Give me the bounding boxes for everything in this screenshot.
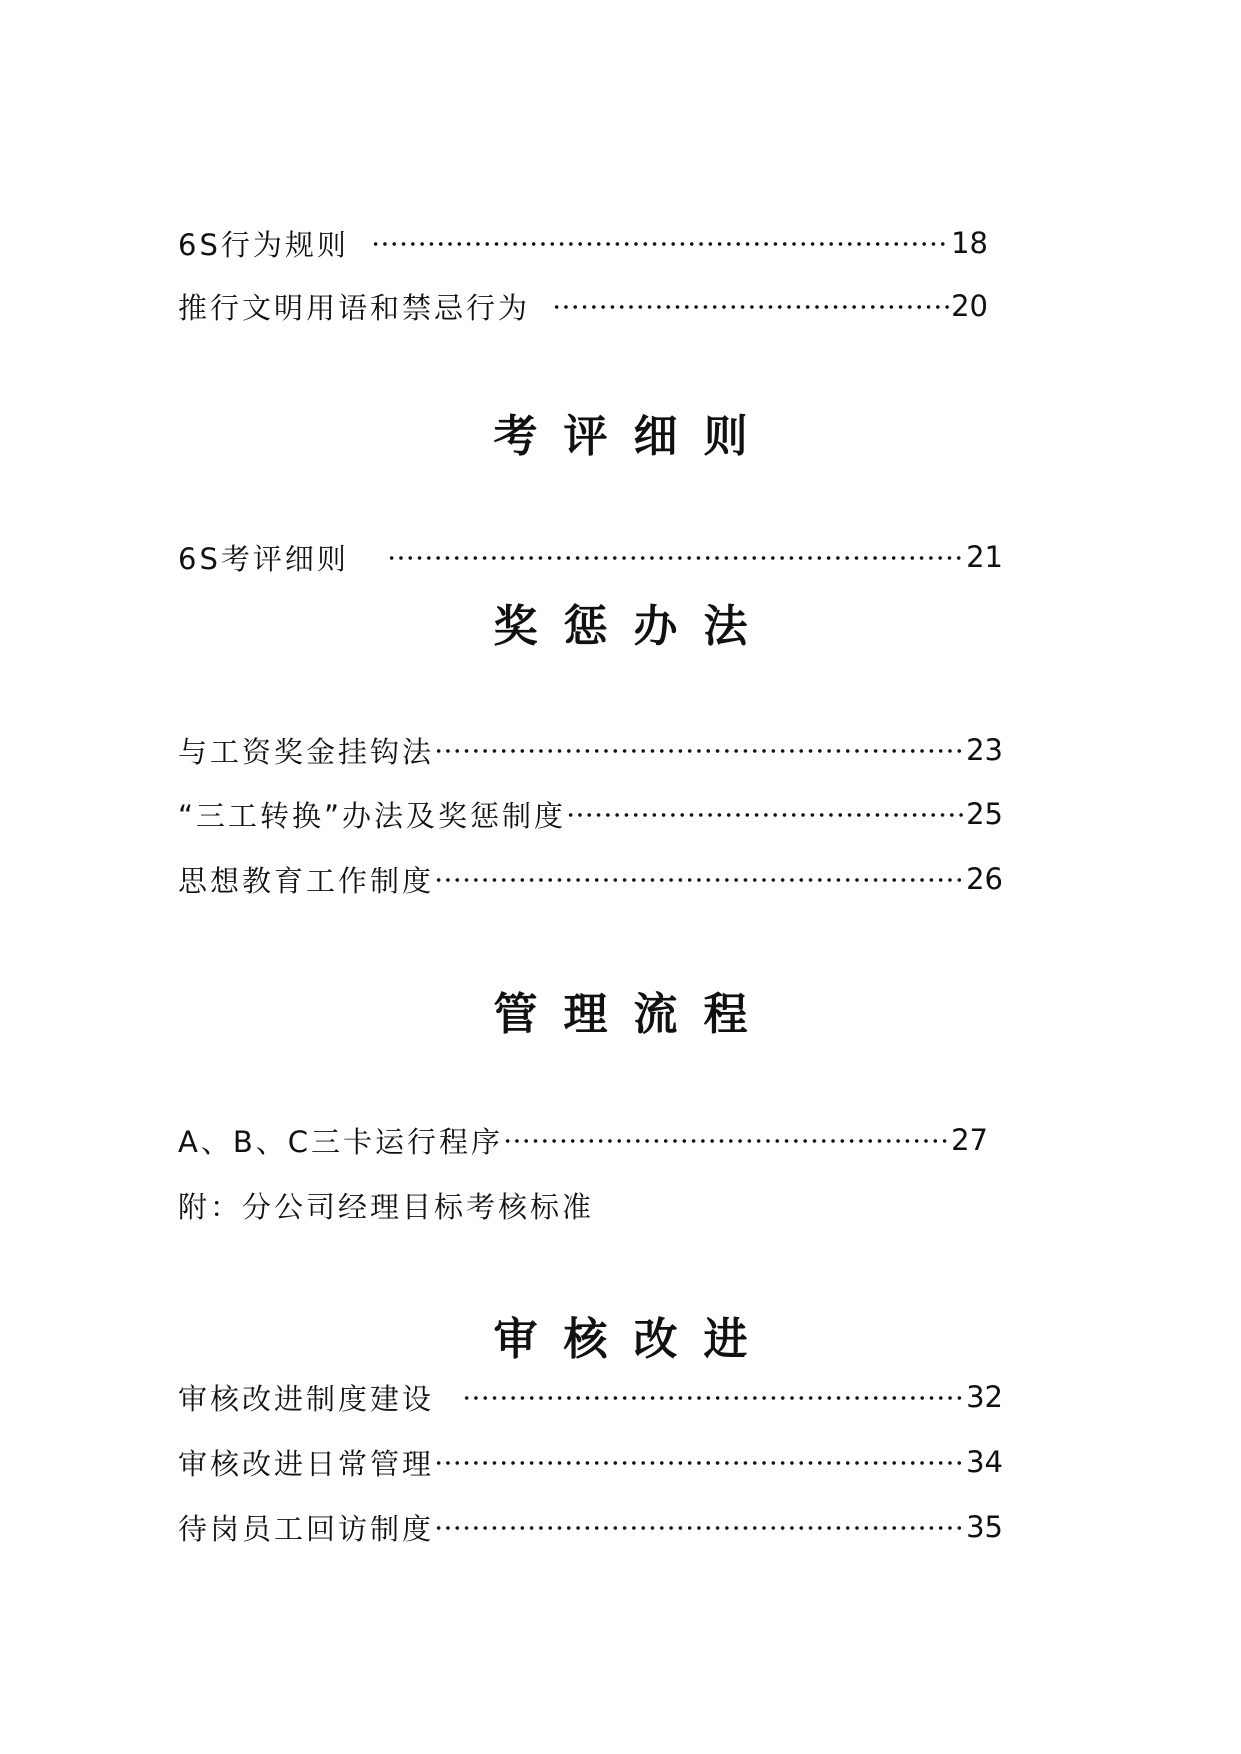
toc-entry-page: 20	[951, 289, 988, 323]
toc-entry-title: 与工资奖金挂钩法	[178, 734, 435, 769]
toc-leader-dots	[462, 1375, 964, 1419]
toc-leader-dots	[371, 221, 949, 265]
toc-entry[interactable]	[178, 535, 1003, 579]
toc-entry[interactable]	[178, 1118, 988, 1162]
toc-leader-dots	[552, 284, 949, 328]
toc-entry[interactable]	[178, 792, 1003, 836]
toc-entry-title: A、B、C三卡运行程序	[178, 1124, 503, 1159]
toc-entry-title: 审核改进制度建设	[178, 1381, 435, 1416]
toc-entry[interactable]	[178, 1375, 1003, 1419]
section-heading: 管理流程	[493, 989, 774, 1040]
toc-leader-dots	[434, 728, 964, 772]
toc-entry[interactable]	[178, 1440, 1003, 1484]
toc-entry-page: 34	[966, 1445, 1003, 1479]
toc-entry[interactable]	[178, 857, 1003, 901]
toc-entry[interactable]	[178, 284, 988, 328]
toc-leader-dots	[434, 857, 964, 901]
toc-entry[interactable]	[178, 221, 988, 265]
section-heading: 考评细则	[493, 411, 774, 462]
toc-entry-page: 35	[966, 1510, 1003, 1544]
toc-leader-dots	[387, 535, 964, 579]
toc-entry-title: 6S行为规则	[178, 227, 349, 262]
toc-entry-page: 21	[966, 540, 1003, 574]
toc-entry[interactable]	[178, 1183, 594, 1227]
section-heading: 奖惩办法	[493, 601, 774, 652]
toc-entry-page: 18	[951, 226, 988, 260]
toc-entry-page: 25	[966, 797, 1003, 831]
section-heading: 审核改进	[493, 1314, 774, 1365]
toc-entry-page: 23	[966, 733, 1003, 767]
toc-entry-title: 待岗员工回访制度	[178, 1511, 435, 1546]
toc-leader-dots	[566, 792, 964, 836]
toc-entry[interactable]	[178, 1505, 1003, 1549]
toc-entry-title: 附：分公司经理目标考核标准	[178, 1189, 595, 1224]
toc-leader-dots	[434, 1440, 964, 1484]
toc-leader-dots	[434, 1505, 964, 1549]
toc-entry-title: 6S考评细则	[178, 541, 349, 576]
toc-entry[interactable]	[178, 728, 1003, 772]
toc-entry-page: 26	[966, 862, 1003, 896]
toc-entry-page: 27	[951, 1123, 988, 1157]
toc-leader-dots	[503, 1118, 949, 1162]
toc-entry-title: 推行文明用语和禁忌行为	[178, 290, 531, 325]
toc-entry-page: 32	[966, 1380, 1003, 1414]
toc-entry-title: 审核改进日常管理	[178, 1446, 435, 1481]
toc-entry-title: “三工转换”办法及奖惩制度	[178, 798, 567, 833]
toc-entry-title: 思想教育工作制度	[178, 863, 435, 898]
